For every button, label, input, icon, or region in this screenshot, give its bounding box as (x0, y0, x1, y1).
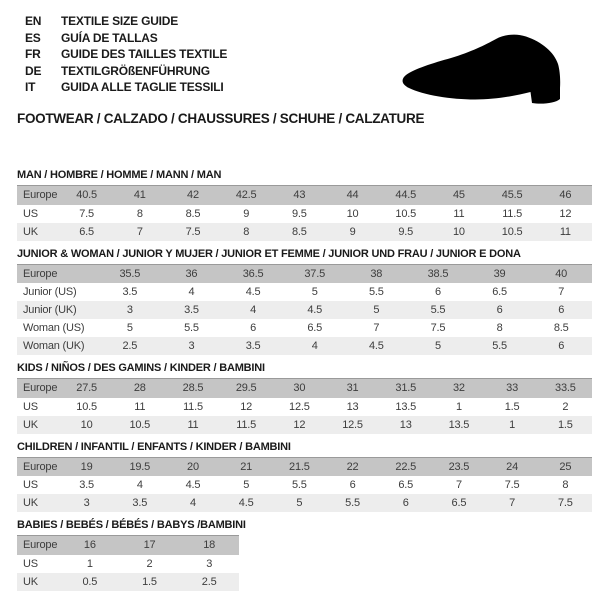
size-cell: 7.5 (539, 494, 592, 512)
table-row (17, 283, 592, 301)
row-label-cell: UK (17, 573, 60, 591)
size-cell: 36 (161, 264, 223, 283)
size-cell: 1 (486, 416, 539, 434)
size-cell: 7 (432, 476, 485, 494)
table-row (17, 264, 592, 283)
size-cell: 17 (120, 536, 180, 555)
size-cell: 6 (469, 301, 531, 319)
size-cell: 8 (113, 205, 166, 223)
size-cell: 2 (539, 398, 592, 416)
size-cell: 1 (432, 398, 485, 416)
row-label-cell: US (17, 205, 60, 223)
size-cell: 7 (530, 283, 592, 301)
size-cell: 44.5 (379, 186, 432, 205)
size-cell: 21 (220, 457, 273, 476)
size-cell: 31 (326, 379, 379, 398)
size-cell: 4.5 (222, 283, 284, 301)
size-cell: 9.5 (379, 223, 432, 241)
size-table (17, 457, 592, 513)
size-cell: 7.5 (486, 476, 539, 494)
size-cell: 8 (220, 223, 273, 241)
size-cell: 43 (273, 186, 326, 205)
size-cell: 6.5 (60, 223, 113, 241)
size-cell: 11 (539, 223, 592, 241)
size-cell: 19 (60, 457, 113, 476)
size-cell: 4.5 (220, 494, 273, 512)
size-cell: 9.5 (273, 205, 326, 223)
size-cell: 3.5 (113, 494, 166, 512)
size-cell: 6 (407, 283, 469, 301)
row-label-cell: UK (17, 223, 60, 241)
row-label-cell: US (17, 555, 60, 573)
table-row (17, 476, 592, 494)
size-cell: 8 (469, 319, 531, 337)
size-cell: 22 (326, 457, 379, 476)
table-row (17, 494, 592, 512)
row-label-cell: Europe (17, 379, 60, 398)
section-title: CHILDREN / INFANTIL / ENFANTS / KINDER / BAMBINI (17, 440, 291, 453)
size-cell: 6 (530, 301, 592, 319)
row-label-cell: Woman (UK) (17, 337, 99, 355)
table-row (17, 319, 592, 337)
table-row (17, 536, 239, 555)
size-cell: 8.5 (273, 223, 326, 241)
lang-code: DE (25, 63, 42, 78)
size-cell: 10.5 (379, 205, 432, 223)
size-cell: 6.5 (469, 283, 531, 301)
size-cell: 4 (284, 337, 346, 355)
size-cell: 5 (273, 494, 326, 512)
table-row (17, 337, 592, 355)
size-cell: 5.5 (161, 319, 223, 337)
size-cell: 5.5 (326, 494, 379, 512)
size-cell: 38 (346, 264, 408, 283)
size-cell: 1.5 (120, 573, 180, 591)
row-label-cell: Europe (17, 536, 60, 555)
section-title: JUNIOR & WOMAN / JUNIOR Y MUJER / JUNIOR ET FEMME / JUNIOR UND FRAU / JUNIOR E DONA (17, 247, 521, 260)
language-row (25, 79, 227, 96)
size-cell: 0.5 (60, 573, 120, 591)
size-cell: 12 (220, 398, 273, 416)
size-cell: 3.5 (161, 301, 223, 319)
size-cell: 6.5 (379, 476, 432, 494)
size-cell: 27.5 (60, 379, 113, 398)
size-cell: 4 (166, 494, 219, 512)
size-cell: 45 (432, 186, 485, 205)
size-cell: 12.5 (326, 416, 379, 434)
table-row (17, 186, 592, 205)
size-cell: 5.5 (273, 476, 326, 494)
size-cell: 5 (220, 476, 273, 494)
size-cell: 36.5 (222, 264, 284, 283)
table-row (17, 416, 592, 434)
size-cell: 6 (379, 494, 432, 512)
size-cell: 11 (166, 416, 219, 434)
lang-code: FR (25, 47, 41, 61)
size-cell: 40.5 (60, 186, 113, 205)
language-row (25, 63, 227, 80)
table-row (17, 573, 239, 591)
size-cell: 11.5 (486, 205, 539, 223)
size-cell: 4 (113, 476, 166, 494)
size-cell: 9 (220, 205, 273, 223)
size-table (17, 185, 592, 241)
table-row (17, 223, 592, 241)
language-row (25, 30, 227, 47)
row-label-cell: Junior (US) (17, 283, 99, 301)
size-cell: 7.5 (166, 223, 219, 241)
size-cell: 13 (326, 398, 379, 416)
size-cell: 7 (346, 319, 408, 337)
size-cell: 8.5 (530, 319, 592, 337)
language-title-list (25, 13, 227, 96)
size-cell: 28 (113, 379, 166, 398)
size-section (17, 520, 592, 591)
size-cell: 2.5 (99, 337, 161, 355)
size-cell: 10 (432, 223, 485, 241)
size-cell: 18 (179, 536, 239, 555)
size-table (17, 378, 592, 434)
size-cell: 13.5 (379, 398, 432, 416)
lang-label: TEXTILE SIZE GUIDE (61, 14, 179, 28)
size-cell: 12 (273, 416, 326, 434)
size-cell: 12.5 (273, 398, 326, 416)
size-cell: 29.5 (220, 379, 273, 398)
size-cell: 42 (166, 186, 219, 205)
size-cell: 3.5 (60, 476, 113, 494)
size-cell: 45.5 (486, 186, 539, 205)
size-cell: 19.5 (113, 457, 166, 476)
size-cell: 5.5 (469, 337, 531, 355)
size-cell: 40 (530, 264, 592, 283)
size-section (17, 363, 592, 434)
size-cell: 7.5 (407, 319, 469, 337)
size-cell: 13.5 (432, 416, 485, 434)
size-section (17, 249, 592, 356)
size-cell: 5.5 (346, 283, 408, 301)
size-cell: 6 (530, 337, 592, 355)
row-label-cell: UK (17, 494, 60, 512)
lang-label: TEXTILGRÖßENFÜHRUNG (61, 63, 210, 78)
size-cell: 31.5 (379, 379, 432, 398)
lang-code: ES (25, 30, 41, 45)
size-cell: 2.5 (179, 573, 239, 591)
size-cell: 33.5 (539, 379, 592, 398)
size-cell: 9 (326, 223, 379, 241)
size-cell: 10.5 (60, 398, 113, 416)
size-cell: 2 (120, 555, 180, 573)
size-cell: 33 (486, 379, 539, 398)
size-cell: 11 (113, 398, 166, 416)
size-cell: 11.5 (166, 398, 219, 416)
dress-shoe-icon (397, 33, 577, 111)
size-cell: 3 (179, 555, 239, 573)
table-row (17, 398, 592, 416)
table-row (17, 205, 592, 223)
size-cell: 1.5 (539, 416, 592, 434)
size-cell: 5 (284, 283, 346, 301)
size-cell: 16 (60, 536, 120, 555)
lang-label: GUIDE DES TAILLES TEXTILE (61, 47, 228, 61)
size-table (17, 264, 592, 356)
row-label-cell: Europe (17, 186, 60, 205)
row-label-cell: Europe (17, 457, 60, 476)
size-cell: 28.5 (166, 379, 219, 398)
size-cell: 3 (161, 337, 223, 355)
size-cell: 46 (539, 186, 592, 205)
size-cell: 4 (222, 301, 284, 319)
size-cell: 10 (326, 205, 379, 223)
size-cell: 37.5 (284, 264, 346, 283)
size-cell: 11.5 (220, 416, 273, 434)
row-label-cell: US (17, 476, 60, 494)
section-title: KIDS / NIÑOS / DES GAMINS / KINDER / BAMBINI (17, 362, 265, 374)
size-cell: 10 (60, 416, 113, 434)
size-section (17, 442, 592, 513)
size-cell: 22.5 (379, 457, 432, 476)
size-cell: 25 (539, 457, 592, 476)
size-cell: 3 (99, 301, 161, 319)
section-title: BABIES / BEBÉS / BÉBÉS / BABYS /BAMBINI (17, 519, 246, 531)
size-cell: 5.5 (407, 301, 469, 319)
lang-label: GUIDA ALLE TAGLIE TESSILI (61, 80, 224, 94)
size-cell: 1.5 (486, 398, 539, 416)
size-tables (17, 170, 592, 599)
size-cell: 39 (469, 264, 531, 283)
size-cell: 7 (486, 494, 539, 512)
size-cell: 1 (60, 555, 120, 573)
size-cell: 42.5 (220, 186, 273, 205)
size-cell: 3.5 (99, 283, 161, 301)
size-cell: 20 (166, 457, 219, 476)
size-cell: 44 (326, 186, 379, 205)
size-cell: 32 (432, 379, 485, 398)
language-row (25, 46, 227, 63)
table-row (17, 457, 592, 476)
size-cell: 4.5 (284, 301, 346, 319)
size-cell: 4.5 (166, 476, 219, 494)
row-label-cell: US (17, 398, 60, 416)
size-cell: 23.5 (432, 457, 485, 476)
size-cell: 4.5 (346, 337, 408, 355)
size-cell: 38.5 (407, 264, 469, 283)
table-row (17, 301, 592, 319)
size-cell: 3.5 (222, 337, 284, 355)
size-table (17, 535, 239, 591)
size-cell: 8.5 (166, 205, 219, 223)
size-cell: 13 (379, 416, 432, 434)
size-cell: 41 (113, 186, 166, 205)
size-cell: 21.5 (273, 457, 326, 476)
size-cell: 6 (326, 476, 379, 494)
size-cell: 5 (346, 301, 408, 319)
size-cell: 35.5 (99, 264, 161, 283)
section-title: MAN / HOMBRE / HOMME / MANN / MAN (17, 169, 222, 181)
size-cell: 10.5 (113, 416, 166, 434)
category-heading: FOOTWEAR / CALZADO / CHAUSSURES / SCHUHE / CALZATURE (17, 111, 425, 126)
row-label-cell: Europe (17, 264, 99, 283)
table-row (17, 379, 592, 398)
size-section (17, 170, 592, 241)
row-label-cell: Woman (US) (17, 319, 99, 337)
size-cell: 8 (539, 476, 592, 494)
row-label-cell: UK (17, 416, 60, 434)
size-cell: 5 (407, 337, 469, 355)
size-cell: 12 (539, 205, 592, 223)
size-cell: 24 (486, 457, 539, 476)
size-cell: 5 (99, 319, 161, 337)
size-cell: 11 (432, 205, 485, 223)
lang-label: GUÍA DE TALLAS (61, 30, 158, 45)
size-cell: 6.5 (432, 494, 485, 512)
size-cell: 6 (222, 319, 284, 337)
size-cell: 30 (273, 379, 326, 398)
table-row (17, 555, 239, 573)
lang-code: EN (25, 14, 42, 28)
size-cell: 6.5 (284, 319, 346, 337)
size-cell: 7 (113, 223, 166, 241)
size-cell: 3 (60, 494, 113, 512)
lang-code: IT (25, 80, 36, 94)
language-row (25, 13, 227, 30)
size-cell: 4 (161, 283, 223, 301)
size-cell: 7.5 (60, 205, 113, 223)
row-label-cell: Junior (UK) (17, 301, 99, 319)
size-cell: 10.5 (486, 223, 539, 241)
